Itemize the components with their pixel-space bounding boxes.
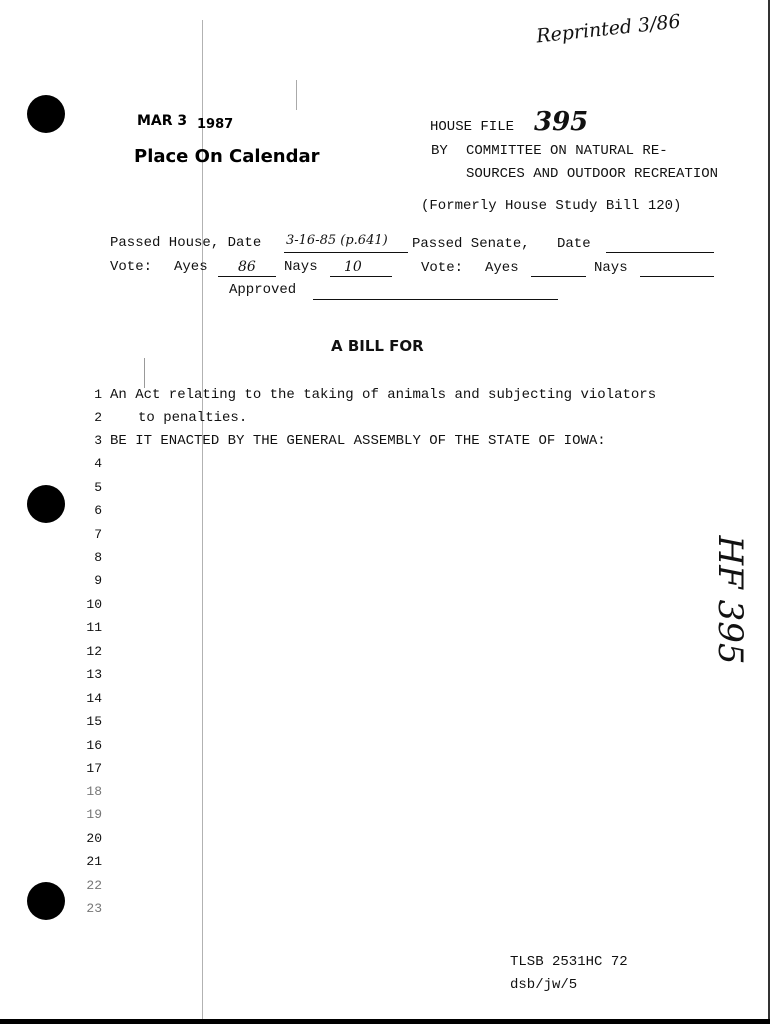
line-number: 6: [94, 503, 102, 518]
line-number: 18: [86, 784, 102, 799]
passed-house-date: 3-16-85 (p.641): [286, 233, 388, 248]
stamp-date: MAR 3: [137, 113, 188, 129]
house-nays-value: 10: [344, 259, 362, 275]
fold-line: [202, 20, 203, 1020]
line-number: 13: [86, 667, 102, 682]
line-number: 3: [94, 433, 102, 448]
fold-line-short: [144, 358, 145, 388]
line-number: 22: [86, 878, 102, 893]
line-number: 12: [86, 644, 102, 659]
senate-date-line: [606, 252, 714, 253]
senate-ayes-line: [531, 276, 586, 277]
house-ayes-line: [218, 276, 276, 277]
page-edge-bottom: [0, 1019, 770, 1024]
bill-title-line-1: An Act relating to the taking of animals and subjecting violators: [110, 387, 657, 403]
house-file-number: 395: [534, 107, 589, 137]
house-ayes-label: Ayes: [174, 259, 208, 275]
senate-ayes-label: Ayes: [485, 260, 519, 276]
line-number: 20: [86, 831, 102, 846]
reprinted-annotation: Reprinted 3/86: [535, 10, 682, 48]
senate-vote-label: Vote:: [421, 260, 464, 276]
stamp-year: 1987: [197, 117, 234, 132]
line-number: 4: [94, 456, 102, 471]
approved-line: [313, 299, 558, 300]
house-file-label: HOUSE FILE: [430, 119, 515, 135]
senate-nays-label: Nays: [594, 260, 628, 276]
footer-tlsb-code: TLSB 2531HC 72: [510, 954, 628, 970]
house-vote-label: Vote:: [110, 259, 153, 275]
line-number: 19: [86, 807, 102, 822]
formerly-study-bill: (Formerly House Study Bill 120): [421, 198, 682, 214]
bill-title-line-2: to penalties.: [138, 410, 248, 426]
line-number: 11: [86, 620, 102, 635]
line-number: 9: [94, 573, 102, 588]
punch-hole-bottom: [27, 882, 65, 920]
line-number: 7: [94, 527, 102, 542]
senate-date-label: Date: [557, 236, 591, 252]
bill-heading: A BILL FOR: [331, 337, 424, 355]
fold-line-short: [296, 80, 297, 110]
passed-house-date-line: [284, 252, 408, 253]
line-number: 5: [94, 480, 102, 495]
line-number: 23: [86, 901, 102, 916]
passed-senate-label: Passed Senate,: [412, 236, 530, 252]
house-nays-line: [330, 276, 392, 277]
line-number: 2: [94, 410, 102, 425]
punch-hole-top: [27, 95, 65, 133]
house-nays-label: Nays: [284, 259, 318, 275]
place-on-calendar-stamp: Place On Calendar: [134, 146, 320, 167]
line-number: 10: [86, 597, 102, 612]
line-number: 1: [94, 387, 102, 402]
footer-initials: dsb/jw/5: [510, 977, 578, 993]
enacting-clause: BE IT ENACTED BY THE GENERAL ASSEMBLY OF THE STATE OF IOWA:: [110, 433, 606, 449]
committee-line-1: COMMITTEE ON NATURAL RE-: [466, 143, 668, 159]
senate-nays-line: [640, 276, 714, 277]
line-number: 14: [86, 691, 102, 706]
line-number: 21: [86, 854, 102, 869]
line-number: 8: [94, 550, 102, 565]
line-number: 17: [86, 761, 102, 776]
line-number: 15: [86, 714, 102, 729]
line-number: 16: [86, 738, 102, 753]
passed-house-label: Passed House, Date: [110, 235, 262, 251]
approved-label: Approved: [229, 282, 297, 298]
committee-line-2: SOURCES AND OUTDOOR RECREATION: [466, 166, 719, 182]
house-ayes-value: 86: [238, 259, 256, 275]
by-label: BY: [431, 143, 448, 159]
side-note-hf-number: HF 395: [710, 535, 750, 665]
punch-hole-middle: [27, 485, 65, 523]
